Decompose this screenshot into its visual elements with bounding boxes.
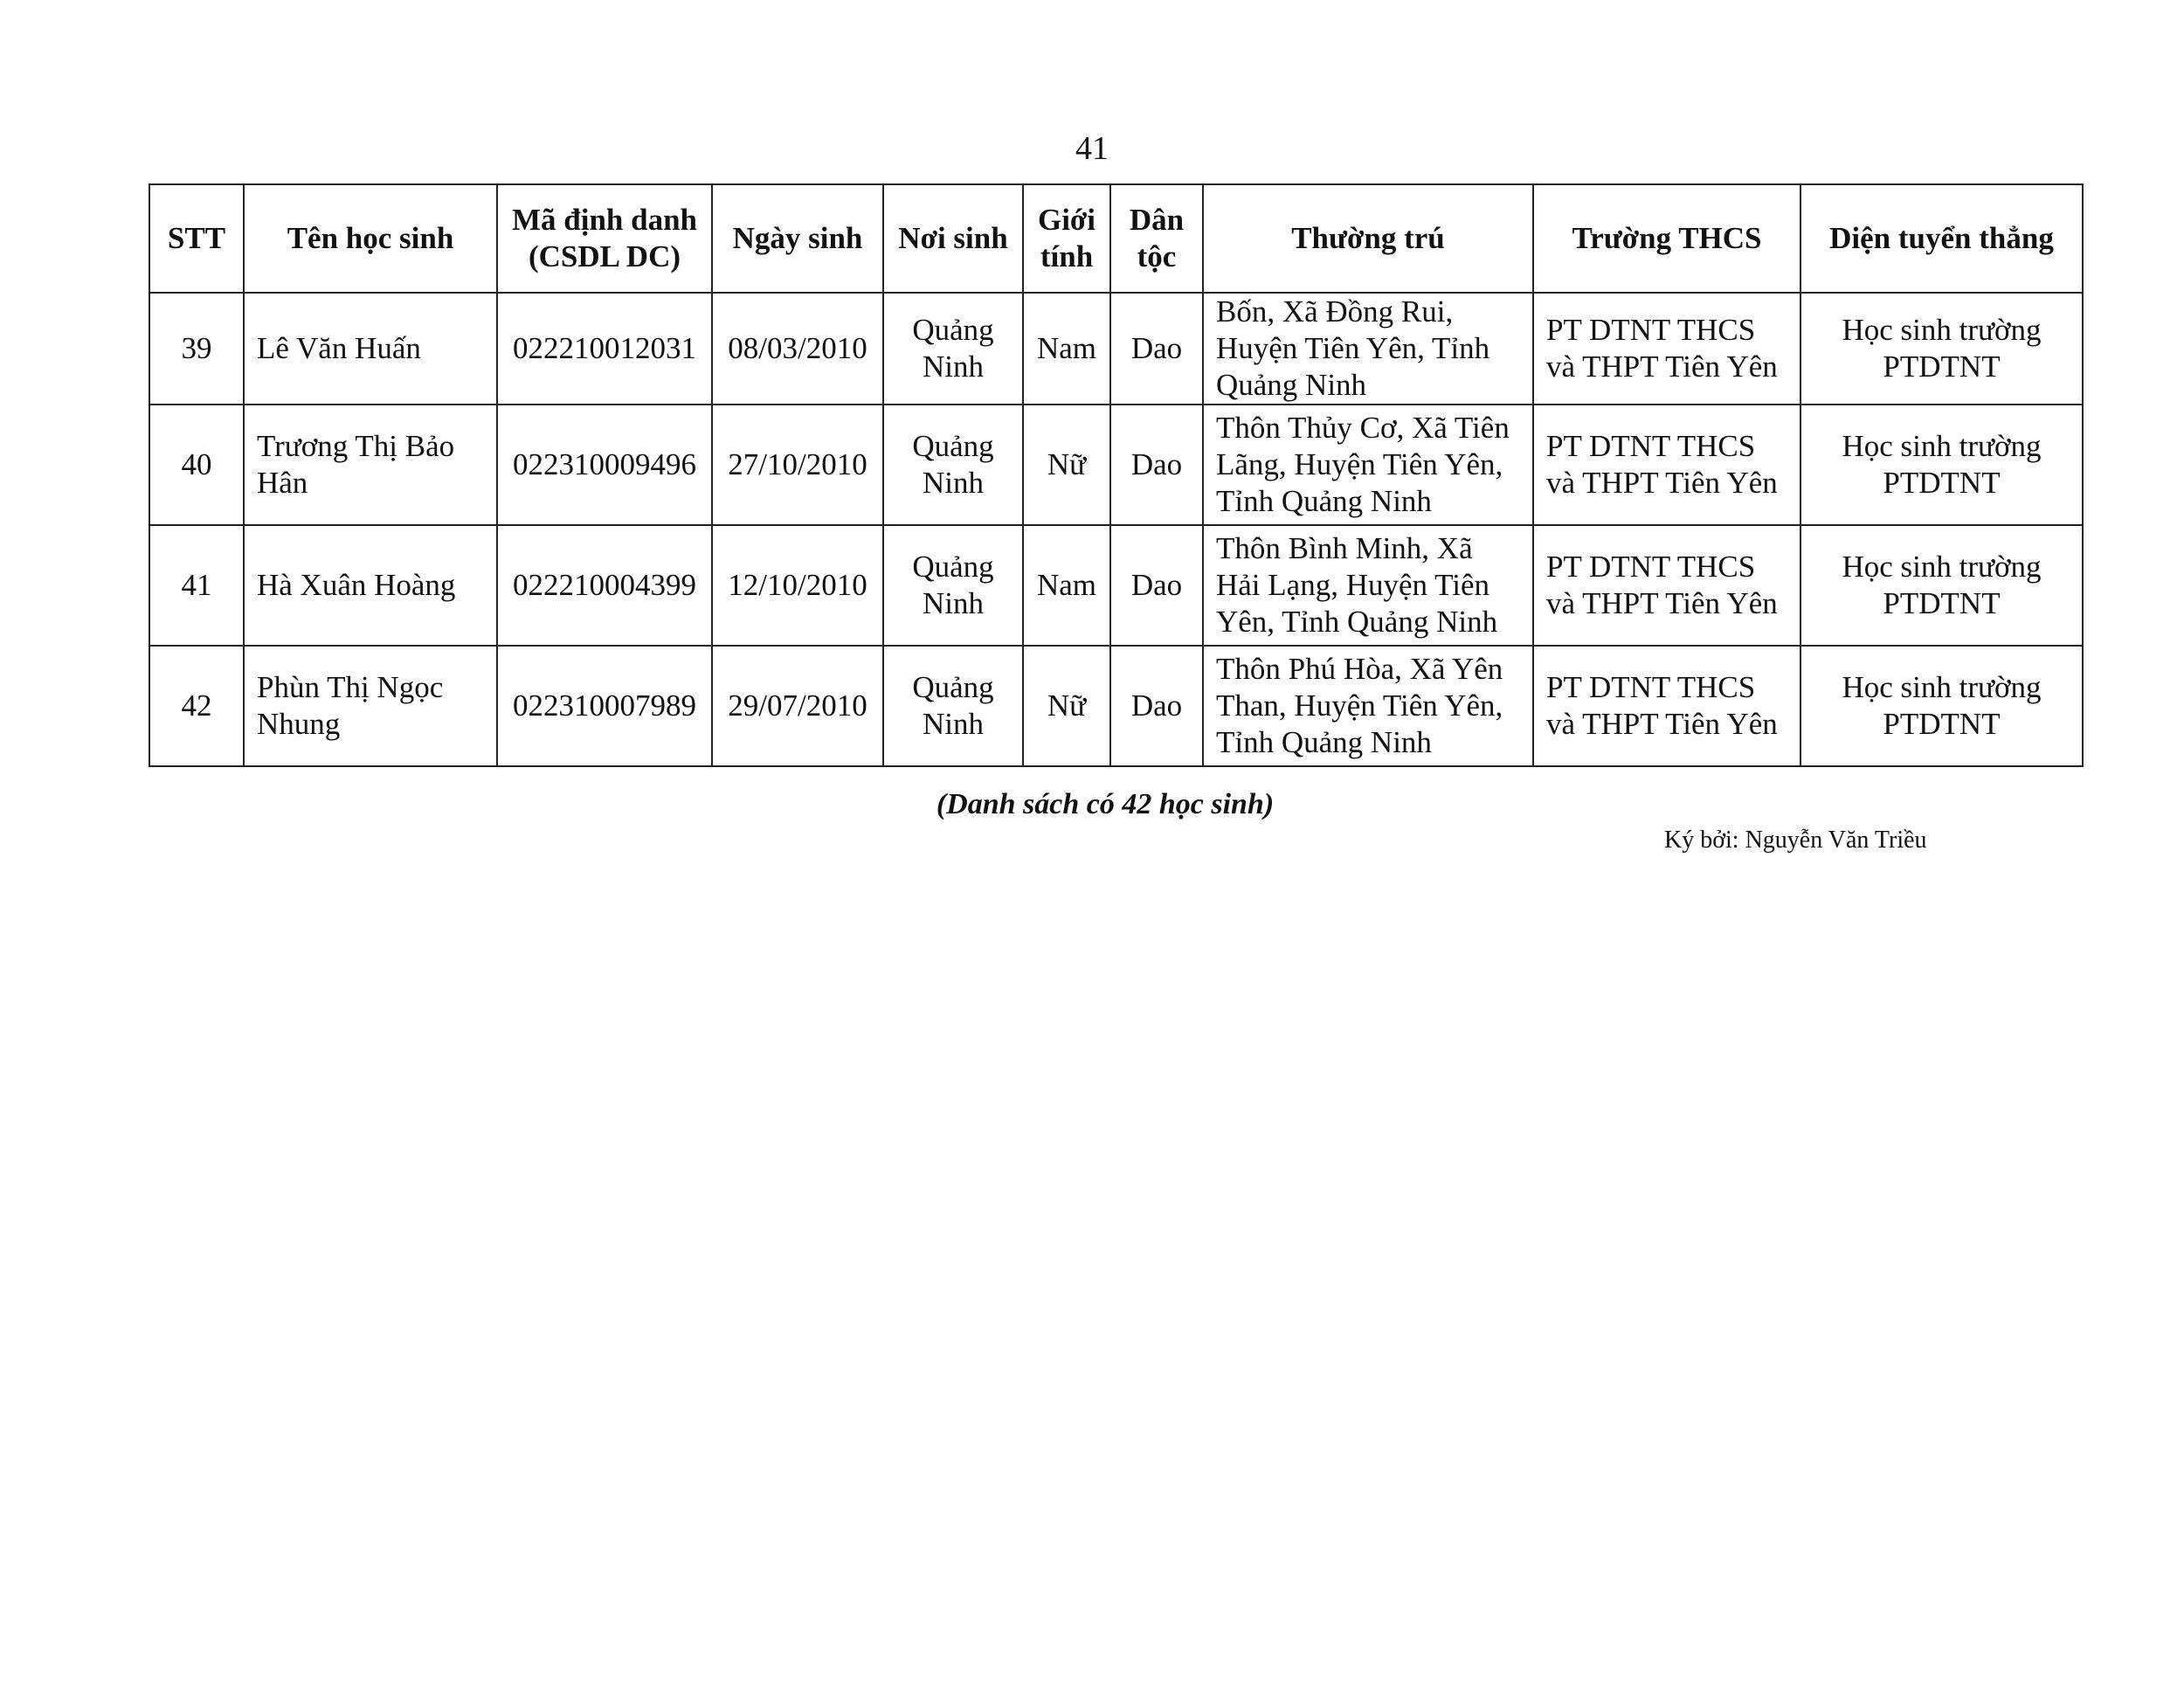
cell-stt: 42 (149, 646, 244, 766)
cell-school: PT DTNT THCS và THPT Tiên Yên (1533, 646, 1800, 766)
header-residence: Thường trú (1203, 184, 1533, 293)
cell-date-of-birth: 29/07/2010 (712, 646, 883, 766)
cell-student-name: Hà Xuân Hoàng (244, 525, 497, 646)
header-stt: STT (149, 184, 244, 293)
cell-birthplace: Quảng Ninh (883, 646, 1023, 766)
cell-gender: Nam (1023, 293, 1110, 405)
cell-admission-category: Học sinh trường PTDTNT (1800, 646, 2083, 766)
table-row (149, 646, 2083, 766)
cell-gender: Nam (1023, 525, 1110, 646)
cell-residence: Thôn Thủy Cơ, Xã Tiên Lãng, Huyện Tiên Yên, Tỉnh Quảng Ninh (1203, 405, 1533, 525)
cell-student-name: Phùn Thị Ngọc Nhung (244, 646, 497, 766)
cell-ethnicity: Dao (1110, 646, 1203, 766)
cell-residence: Thôn Bình Minh, Xã Hải Lạng, Huyện Tiên Yên, Tỉnh Quảng Ninh (1203, 525, 1533, 646)
cell-birthplace: Quảng Ninh (883, 405, 1023, 525)
cell-date-of-birth: 27/10/2010 (712, 405, 883, 525)
header-date-of-birth: Ngày sinh (712, 184, 883, 293)
cell-id-code: 022310007989 (497, 646, 712, 766)
cell-date-of-birth: 12/10/2010 (712, 525, 883, 646)
cell-residence: Bốn, Xã Đồng Rui, Huyện Tiên Yên, Tỉnh Quảng Ninh (1203, 293, 1533, 405)
cell-student-name: Lê Văn Huấn (244, 293, 497, 405)
cell-school: PT DTNT THCS và THPT Tiên Yên (1533, 405, 1800, 525)
cell-admission-category: Học sinh trường PTDTNT (1800, 405, 2083, 525)
cell-school: PT DTNT THCS và THPT Tiên Yên (1533, 293, 1800, 405)
cell-id-code: 022210012031 (497, 293, 712, 405)
header-birthplace: Nơi sinh (883, 184, 1023, 293)
signature-line: Ký bởi: Nguyễn Văn Triều (1664, 827, 1927, 854)
header-ethnicity: Dân tộc (1110, 184, 1203, 293)
cell-ethnicity: Dao (1110, 525, 1203, 646)
table-header-row (149, 184, 2083, 293)
cell-residence: Thôn Phú Hòa, Xã Yên Than, Huyện Tiên Yên, Tỉnh Quảng Ninh (1203, 646, 1533, 766)
cell-id-code: 022210004399 (497, 525, 712, 646)
header-school: Trường THCS (1533, 184, 1800, 293)
cell-ethnicity: Dao (1110, 405, 1203, 525)
cell-gender: Nữ (1023, 646, 1110, 766)
student-table (149, 183, 2084, 767)
table-row (149, 293, 2083, 405)
cell-date-of-birth: 08/03/2010 (712, 293, 883, 405)
page-number: 41 (1075, 130, 1109, 167)
cell-admission-category: Học sinh trường PTDTNT (1800, 525, 2083, 646)
cell-student-name: Trương Thị Bảo Hân (244, 405, 497, 525)
header-id-code: Mã định danh (CSDL DC) (497, 184, 712, 293)
header-gender: Giới tính (1023, 184, 1110, 293)
cell-stt: 39 (149, 293, 244, 405)
header-student-name: Tên học sinh (244, 184, 497, 293)
cell-admission-category: Học sinh trường PTDTNT (1800, 293, 2083, 405)
cell-gender: Nữ (1023, 405, 1110, 525)
header-admission-category: Diện tuyển thẳng (1800, 184, 2083, 293)
cell-stt: 40 (149, 405, 244, 525)
table-row (149, 405, 2083, 525)
cell-birthplace: Quảng Ninh (883, 525, 1023, 646)
cell-birthplace: Quảng Ninh (883, 293, 1023, 405)
cell-school: PT DTNT THCS và THPT Tiên Yên (1533, 525, 1800, 646)
list-count-note: (Danh sách có 42 học sinh) (936, 788, 1275, 820)
table-row (149, 525, 2083, 646)
cell-id-code: 022310009496 (497, 405, 712, 525)
cell-ethnicity: Dao (1110, 293, 1203, 405)
cell-stt: 41 (149, 525, 244, 646)
